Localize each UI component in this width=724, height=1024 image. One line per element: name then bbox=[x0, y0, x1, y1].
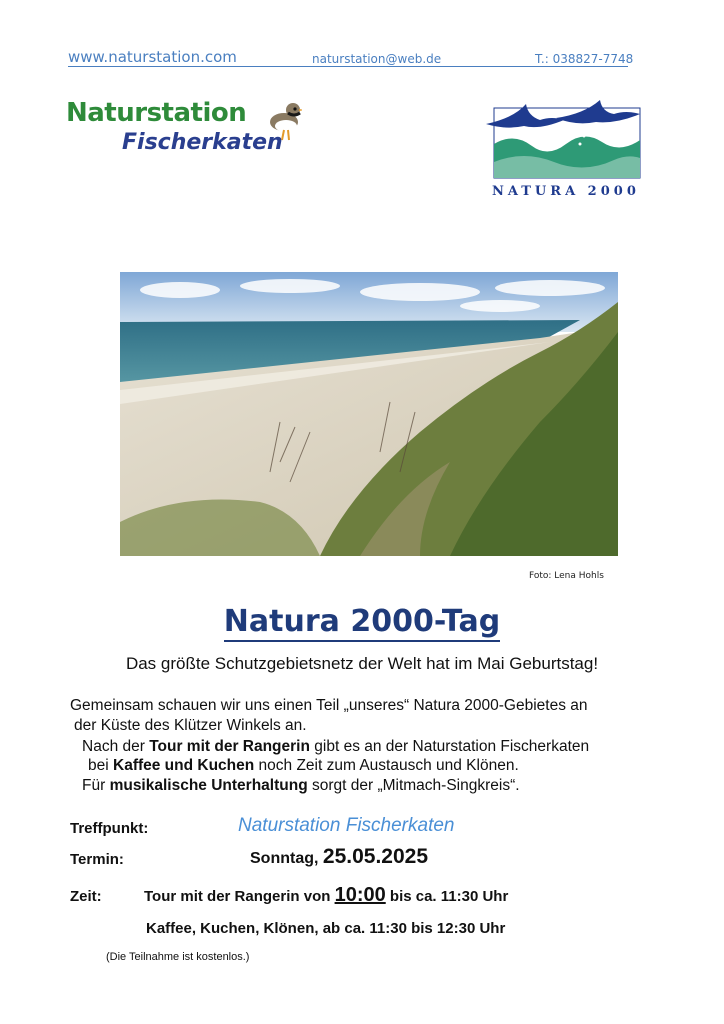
body-line-1: Gemeinsam schauen wir uns einen Teil „unseres“ Natura 2000-Gebietes an bbox=[70, 697, 588, 714]
website-link[interactable]: www.naturstation.com bbox=[68, 48, 237, 66]
termin-value: Sonntag, 25.05.2025 bbox=[250, 845, 428, 868]
natura-2000-logo-text: NATURA 2000 bbox=[492, 184, 640, 199]
zeit-line-1: Tour mit der Rangerin von 10:00 bis ca. 11:30 Uhr bbox=[144, 884, 509, 906]
body-line-2: der Küste des Klützer Winkels an. bbox=[74, 717, 307, 734]
zeit-label: Zeit: bbox=[70, 888, 102, 905]
logo-line-1: Naturstation bbox=[66, 98, 247, 128]
email-link[interactable]: naturstation@web.de bbox=[312, 52, 442, 66]
page-title: Natura 2000-Tag bbox=[0, 604, 724, 639]
phone-number: T.: 038827-7748 bbox=[535, 52, 634, 66]
body-line-5: Für musikalische Unterhaltung sorgt der „Mitmach-Singkreis“. bbox=[82, 777, 520, 794]
body-line-4: bei Kaffee und Kuchen noch Zeit zum Austausch und Klönen. bbox=[88, 757, 519, 774]
logo-line-2: Fischerkaten bbox=[122, 130, 283, 155]
termin-label: Termin: bbox=[70, 851, 124, 868]
page-subtitle: Das größte Schutzgebietsnetz der Welt hat im Mai Geburtstag! bbox=[125, 654, 599, 673]
free-admission-note: (Die Teilnahme ist kostenlos.) bbox=[106, 951, 250, 963]
treffpunkt-value: Naturstation Fischerkaten bbox=[238, 815, 455, 836]
treffpunkt-label: Treffpunkt: bbox=[70, 820, 149, 837]
zeit-line-2: Kaffee, Kuchen, Klönen, ab ca. 11:30 bis 12:30 Uhr bbox=[146, 920, 506, 937]
beach-dune-photo bbox=[120, 272, 618, 556]
photo-caption: Foto: Lena Hohls bbox=[529, 571, 604, 581]
body-line-3: Nach der Tour mit der Rangerin gibt es an der Naturstation Fischerkaten bbox=[82, 738, 590, 755]
header-rule bbox=[68, 66, 628, 67]
